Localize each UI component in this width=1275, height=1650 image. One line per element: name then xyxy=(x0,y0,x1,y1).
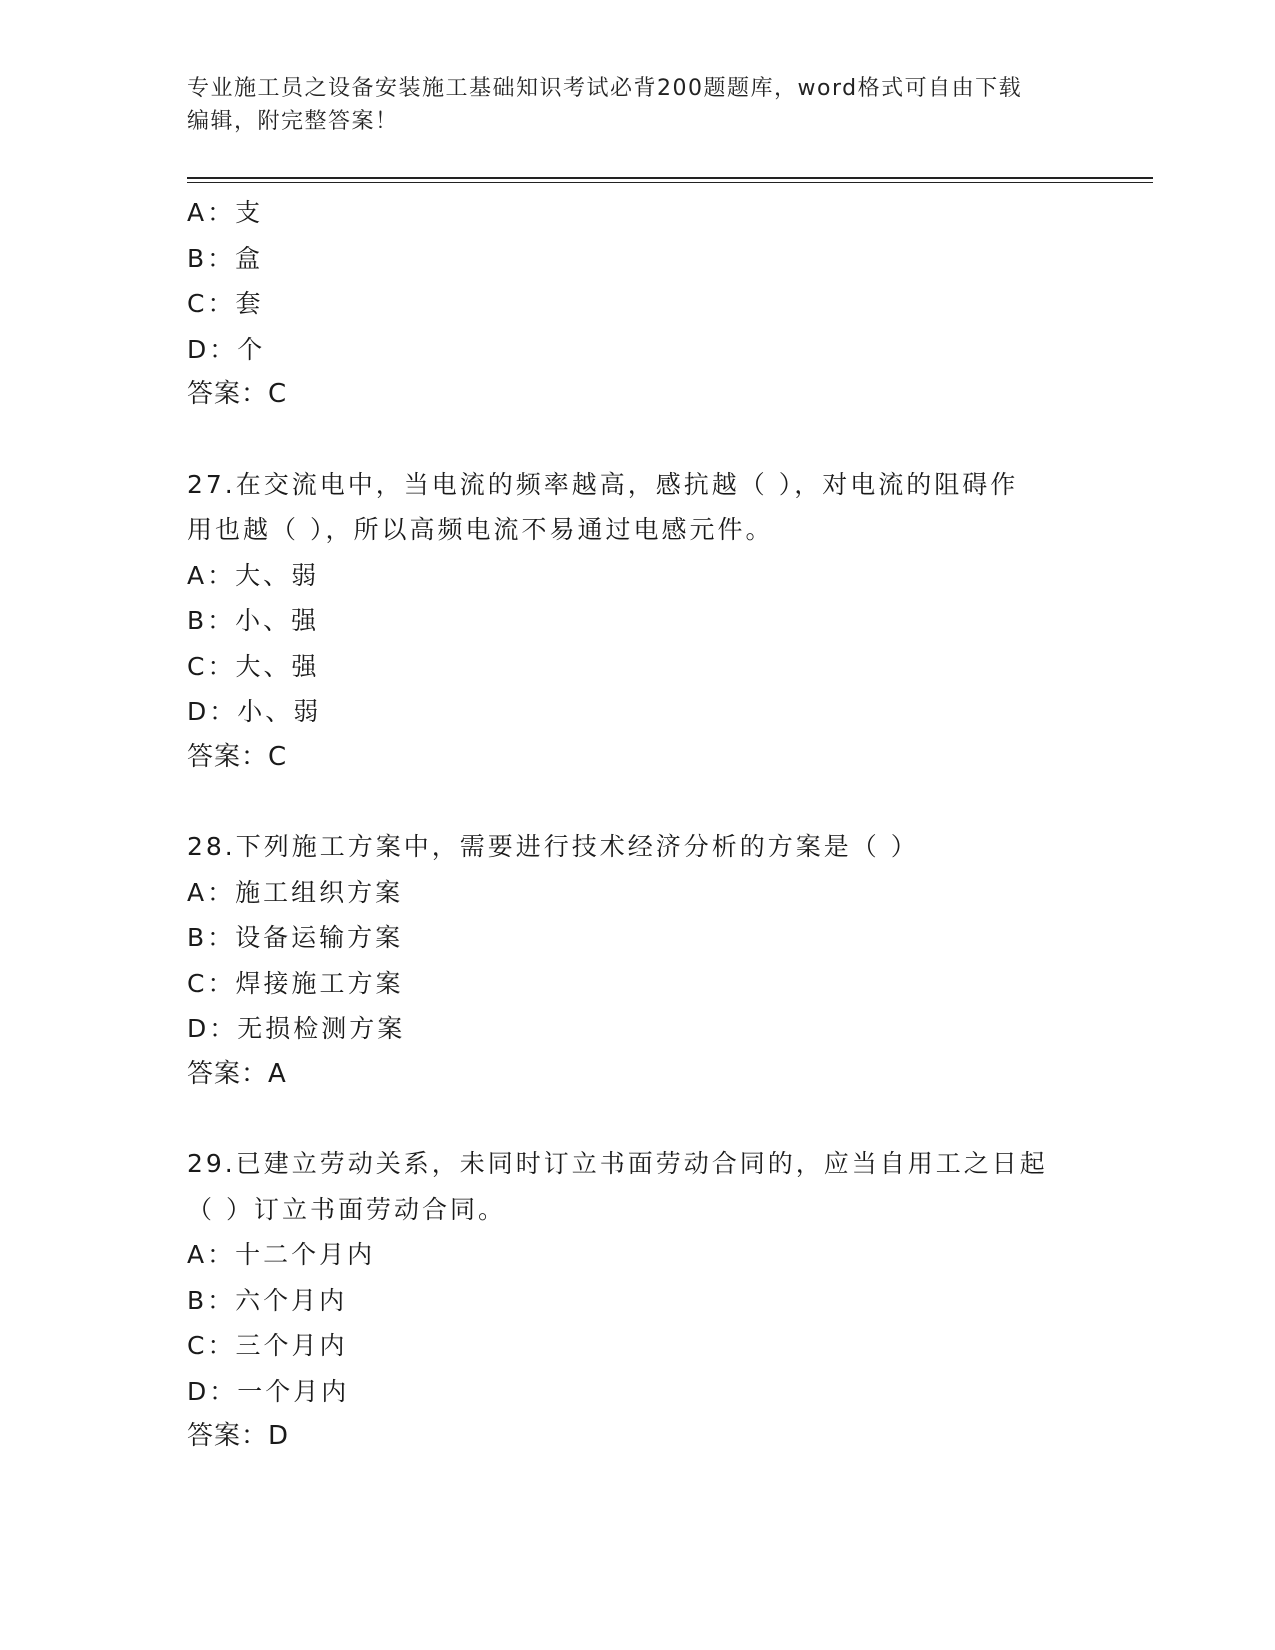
question-stem-line-1: 28.下列施工方案中，需要进行技术经济分析的方案是（ ） xyxy=(187,832,919,861)
option-c: C：焊接施工方案 xyxy=(187,968,404,998)
answer-line: 答案：A xyxy=(187,1058,287,1089)
option-a: A：大、弱 xyxy=(187,560,320,590)
option-c: C：套 xyxy=(187,289,264,318)
option-b: B：盒 xyxy=(187,243,264,273)
question-list xyxy=(187,190,1087,1460)
header-title-line-2: 编辑，附完整答案！ xyxy=(187,109,399,134)
option-a: A：施工组织方案 xyxy=(187,877,404,907)
option-d: D：小、弱 xyxy=(187,697,322,726)
option-c: C：三个月内 xyxy=(187,1331,348,1360)
answer-line: 答案：D xyxy=(187,1421,290,1451)
question-stem-line-2: （ ）订立书面劳动合同。 xyxy=(187,1194,506,1224)
option-a: A：十二个月内 xyxy=(187,1240,376,1269)
option-a: A：支 xyxy=(187,198,264,227)
document-header xyxy=(187,72,1077,138)
header-divider xyxy=(187,177,1153,183)
answer-line: 答案：C xyxy=(187,379,288,409)
question-29 xyxy=(187,1141,1087,1460)
question-stem-line-1: 27.在交流电中，当电流的频率越高，感抗越（ ），对电流的阻碍作 xyxy=(187,469,1019,499)
question-26-tail xyxy=(187,190,1087,418)
option-d: D：无损检测方案 xyxy=(187,1014,406,1043)
option-b: B：设备运输方案 xyxy=(187,923,404,952)
option-d: D：个 xyxy=(187,334,266,364)
question-stem-line-2: 用也越（ ），所以高频电流不易通过电感元件。 xyxy=(187,515,774,544)
option-b: B：六个月内 xyxy=(187,1285,348,1315)
option-c: C：大、强 xyxy=(187,651,320,681)
question-stem-line-1: 29.已建立劳动关系，未同时订立书面劳动合同的，应当自用工之日起 xyxy=(187,1149,1048,1178)
question-27 xyxy=(187,462,1087,781)
header-title-line-1: 专业施工员之设备安装施工基础知识考试必背200题题库，word格式可自由下载 xyxy=(187,76,1023,101)
answer-line: 答案：C xyxy=(187,741,288,772)
option-d: D：一个月内 xyxy=(187,1376,350,1406)
option-b: B：小、强 xyxy=(187,606,320,635)
question-28 xyxy=(187,824,1087,1097)
